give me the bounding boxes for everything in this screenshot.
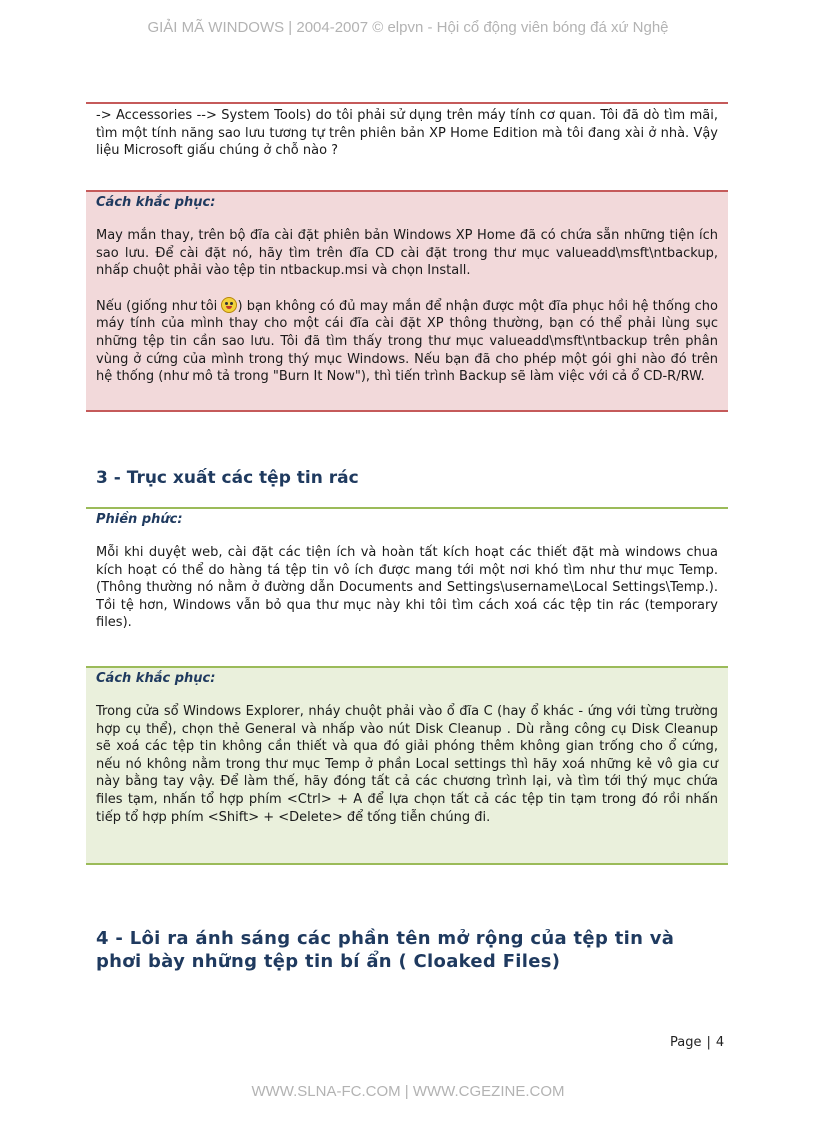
fix-box-1 [86, 190, 728, 412]
fix1-paragraph-2: Nếu (giống như tôi ) bạn không có đủ may mắn để nhận được một đĩa phục hồi hệ thống cho máy tính của mình thay cho một cái đĩa cài đặt XP thông thường, bạn có thể phải lùng sục những tệp tin cần sao lưu. Tôi đã tìm thấy trong thư mục valueadd\msft\ntbackup trên phân vùng ở cứng của mình trong thý mục Windows. Nếu bạn đã cho phép một gói ghi nào đó trên hệ thống (như mô tả trong "Burn It Now"), thì tiến trình Backup sẽ làm việc với cả ổ CD-R/RW. [96, 298, 718, 385]
page-header: GIẢI MÃ WINDOWS | 2004-2007 © elpvn - Hội cổ động viên bóng đá xứ Nghệ [147, 19, 669, 36]
section-3-heading: 3 - Trục xuất các tệp tin rác [96, 468, 359, 488]
intro-paragraph: -> Accessories --> System Tools) do tôi phải sử dụng trên máy tính cơ quan. Tôi đã dò tìm mãi, tìm một tính năng sao lưu tương tự trên phiên bản XP Home Edition mà tôi đang xài ở nhà. Vậy liệu Microsoft giấu chúng ở chỗ nào ? [96, 108, 718, 159]
smiley-icon [221, 297, 237, 313]
intro-box [86, 102, 728, 160]
problem-box [86, 507, 728, 632]
fix-box-2 [86, 666, 728, 865]
fix1-paragraph-1: May mắn thay, trên bộ đĩa cài đặt phiên bản Windows XP Home đã có chứa sẵn những tiện ích sao lưu. Để cài đặt nó, hãy tìm trên đĩa CD cài đặt trong thư mục valueadd\msft\ntbackup, nhấp chuột phải vào tệp tin ntbackup.msi và chọn Install. [96, 228, 718, 279]
problem-paragraph: Mỗi khi duyệt web, cài đặt các tiện ích và hoàn tất kích hoạt các thiết đặt mà windows chua kích hoạt có thể do hàng tá tệp tin vô ích được mang tới một nơi khó tìm như thư mục Temp. (Thông thường nó nằm ở đường dẫn Documents and Settings\username\Local Settings\Temp.). Tồi tệ hơn, Windows vẫn bỏ qua thư mục này khi tôi tìm cách xoá các tệp tin rác (temporary files). [96, 545, 718, 631]
problem-label: Phiền phức: [96, 512, 183, 527]
fix2-paragraph: Trong cửa sổ Windows Explorer, nháy chuột phải vào ổ đĩa C (hay ổ khác - ứng với từng trường hợp cụ thể), chọn thẻ General và nhấp vào nút Disk Cleanup . Dù rằng công cụ Disk Cleanup sẽ xoá các tệp tin không cần thiết và qua đó giải phóng thêm không gian trống cho ổ cứng, nếu nó không nằm trong thư mục Temp ở phần Local settings thì hãy xoá những kẻ vô gia cư này bằng tay vậy. Để làm thế, hãy đóng tất cả các chương trình lại, và tìm tới thý mục chứa files tạm, nhấn tổ hợp phím <Ctrl> + A để lựa chọn tất cả các tệp tin tạm trong đó rồi nhấn tiếp tổ hợp phím <Shift> + <Delete> để tống tiễn chúng đi. [96, 704, 718, 825]
section-4-heading: 4 - Lôi ra ánh sáng các phần tên mở rộng của tệp tin và phơi bày những tệp tin bí ẩn ( Cloaked Files) [96, 928, 675, 972]
fix-label-1: Cách khắc phục: [96, 195, 216, 210]
page-number: Page | 4 [670, 1035, 725, 1050]
page-footer: WWW.SLNA-FC.COM | WWW.CGEZINE.COM [251, 1083, 565, 1100]
fix-label-2: Cách khắc phục: [96, 671, 216, 686]
